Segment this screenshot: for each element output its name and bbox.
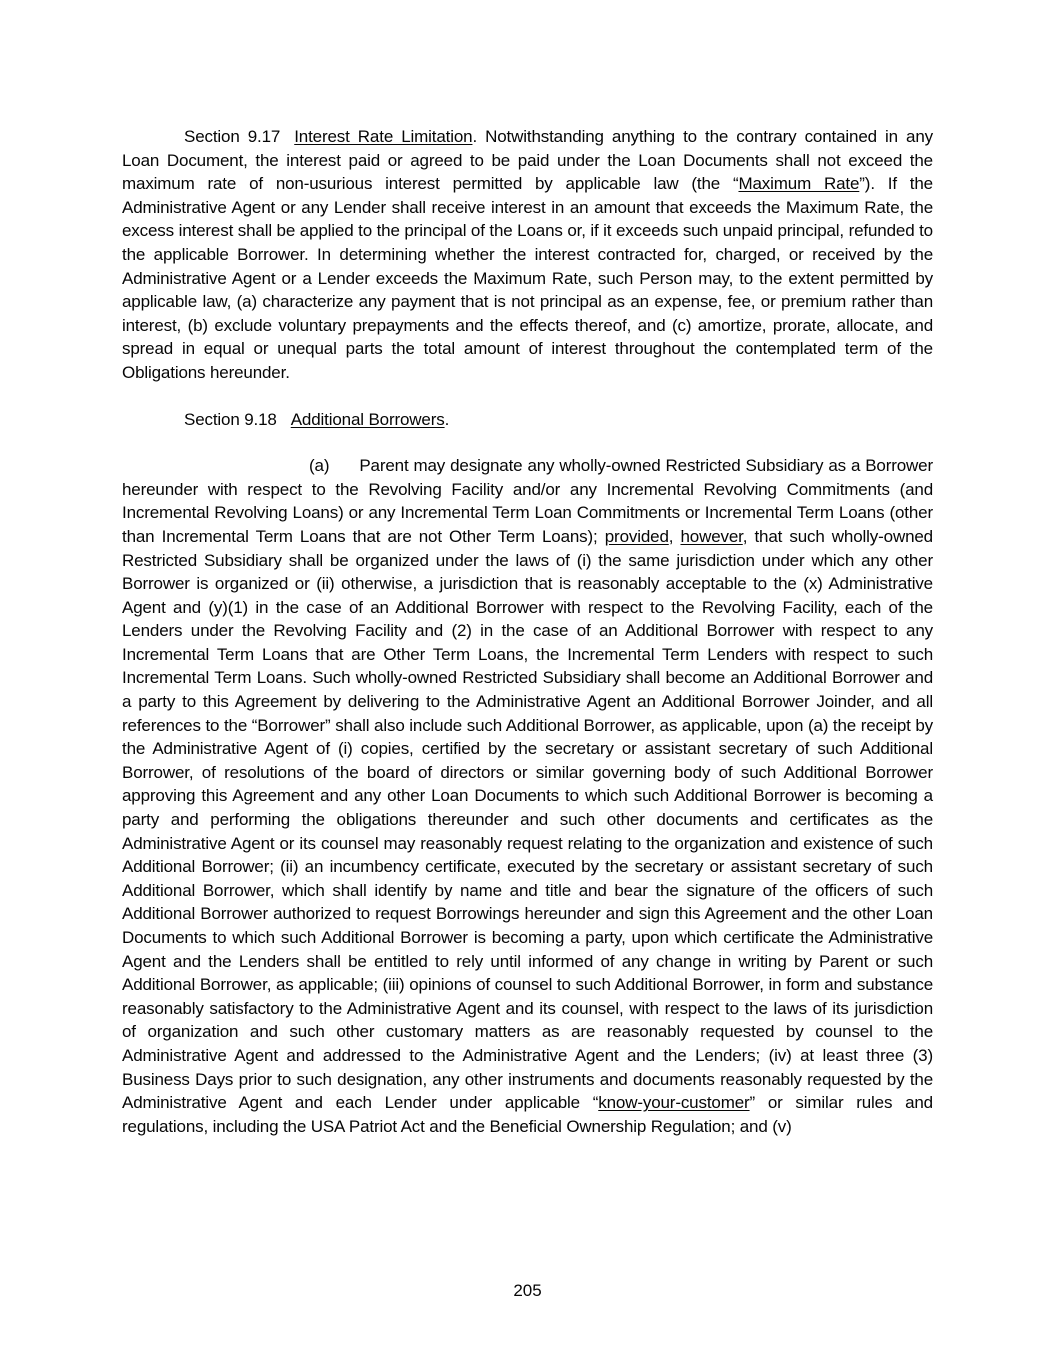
document-body bbox=[122, 125, 933, 1161]
text-run: Section 9.18 bbox=[184, 409, 277, 429]
section-9-17-paragraph bbox=[122, 125, 933, 385]
section-9-18-heading bbox=[122, 408, 933, 432]
underlined-term: Maximum Rate bbox=[738, 174, 860, 194]
text-run: . Notwithstanding anything to the contrary contained in any Loan Document, the interest paid or agreed to be paid under the Loan Documents shall not exceed the maximum rate of non-usurious interest permitted by applicable law (the “ bbox=[122, 127, 934, 194]
underlined-term: Interest Rate Limitation bbox=[294, 127, 473, 146]
text-run: Section 9.17 bbox=[184, 127, 281, 146]
page-number: 205 bbox=[513, 1281, 542, 1300]
text-run: , that such wholly-owned Restricted Subsidiary shall be organized under the laws of (i) the same jurisdiction under which any other Borrower is organized or (ii) otherwise, a jurisdiction that is reasonably acceptable to the (x) Administrative Agent and (y)(1) in the case of an Additional Borrower with respect to the Revolving Facility, each of the Lenders under the Revolving Facility and (2) in the case of an Additional Borrower with respect to any Incremental Term Loans that are Other Term Loans, the Incremental Term Lenders with respect to such Incremental Term Loans. Such wholly-owned Restricted Subsidiary shall become an Additional Borrower and a party to this Agreement by delivering to the Administrative Agent an Additional Borrower Joinder, and all references to the “Borrower” shall also include such Additional Borrower, as applicable, upon (a) the receipt by the Administrative Agent of (i) copies, certified by the secretary or assistant secretary of such Additional Borrower, of resolutions of the board of directors or similar governing body of such Additional Borrower approving this Agreement and any other Loan Documents to which such Additional Borrower is becoming a party and performing the obligations thereunder and such other documents and certificates as the Administrative Agent or its counsel may reasonably request relating to the organization and existence of such Additional Borrower; (ii) an incumbency certificate, executed by the secretary or assistant secretary of such Additional Borrower, which shall identify by name and title and bear the signature of the officers of such Additional Borrower authorized to request Borrowings hereunder and sign this Agreement and the other Loan Documents to which such Additional Borrower is becoming a party, upon which certificate the Administrative Agent and the Lenders shall be entitled to rely until informed of any change in writing by Parent or such Additional Borrower, as applicable; (iii) opinions of counsel to such Additional Borrower, in form and substance reasonably satisfactory to the Administrative Agent and its counsel, with respect to the laws of its jurisdiction of organization and such other customary matters as are reasonably requested by counsel to the Administrative Agent and addressed to the Administrative Agent and the Lenders; (iv) at least three (3) Business Days prior to such designation, any other instruments and documents reasonably requested by the Administrative Agent and each Lender under applicable “ bbox=[122, 526, 933, 1113]
underlined-term: know-your-customer bbox=[598, 1093, 750, 1113]
text-run: (a) bbox=[309, 456, 330, 476]
underlined-term: Additional Borrowers bbox=[290, 409, 445, 429]
text-run: ” or similar rules and regulations, including the USA Patriot Act and the Beneficial Ownership Regulation; and (v) bbox=[122, 1093, 933, 1136]
text-run: , bbox=[668, 526, 681, 546]
text-run: Parent may designate any wholly-owned Restricted Subsidiary as a Borrower hereunder with respect to the Revolving Facility and/or any Incremental Revolving Commitments (and Incremental Revolving Loans) or any Incremental Term Loan Commitments or Incremental Term Loans (other than Incremental Term Loans that are not Other Term Loans); bbox=[122, 456, 933, 546]
underlined-term: however bbox=[680, 526, 743, 546]
text-run: ”). If the Administrative Agent or any Lender shall receive interest in an amount that exceeds the Maximum Rate, the excess interest shall be applied to the principal of the Loans or, if it exceeds such unpaid principal, refunded to the applicable Borrower. In determining whether the interest contracted for, charged, or received by the Administrative Agent or a Lender exceeds the Maximum Rate, such Person may, to the extent permitted by applicable law, (a) characterize any payment that is not principal as an expense, fee, or premium rather than interest, (b) exclude voluntary prepayments and the effects thereof, and (c) amortize, prorate, allocate, and spread in equal or unequal parts the total amount of interest throughout the contemplated term of the Obligations hereunder. bbox=[122, 174, 933, 382]
text-run: . bbox=[444, 409, 450, 429]
underlined-term: provided bbox=[604, 526, 669, 546]
section-9-18-subsection-a bbox=[122, 454, 933, 1138]
